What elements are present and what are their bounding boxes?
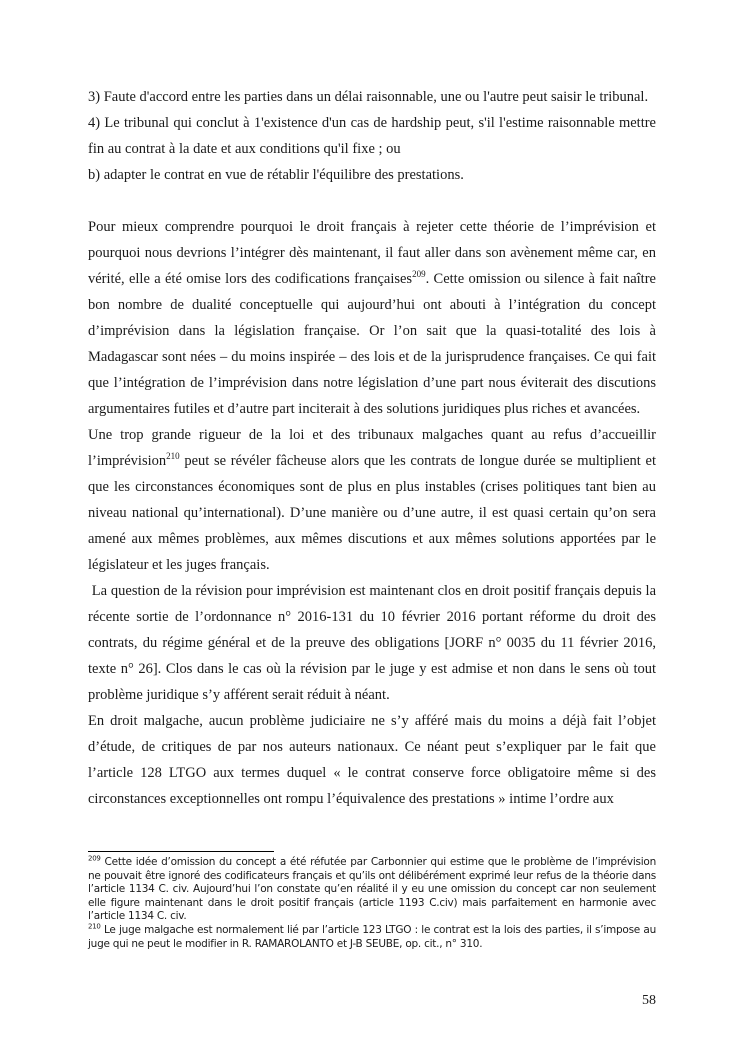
footnotes <box>88 856 656 951</box>
page-number: 58 <box>642 993 656 1008</box>
footnote-text: Cette idée d’omission du concept a été réfutée par Carbonnier qui estime que le problème de l’imprévision ne pouvait être ignoré des codificateurs français et qu’ils ont délibérément exprimé leur refus de la théorie dans l’article 1134 C. civ. Aujourd’hui l’on constate qu’en réalité il y eu une omission du concept car non seulement elle figure maintenant dans le droit positif français (article 1193 C.civ) mais parfaitement en harmonie avec l’article 1134 C. civ. <box>88 856 656 923</box>
paragraph-3: b) adapter le contrat en vue de rétablir l'équilibre des prestations. <box>88 167 464 183</box>
paragraph-5-part-2: peut se révéler fâcheuse alors que les contrats de longue durée se multiplient et que les circonstances économiques sont de plus en plus instables (crises politiques tant bien au niveau national qu’international). D’une manière ou d’une autre, il est quasi certain qu’on sera amené aux mêmes problèmes, aux mêmes discutions et aux mêmes solutions apportées par le législateur et les juges français. <box>88 453 656 573</box>
paragraph-6: La question de la révision pour imprévision est maintenant clos en droit positif français depuis la récente sortie de l’ordonnance n° 2016-131 du 10 février 2016 portant réforme du droit des contrats, du régime général et de la preuve des obligations [JORF n° 0035 du 11 février 2016, texte n° 26]. Clos dans le cas où la révision par le juge y est admise et non dans le sens où tout problème juridique s’y afférent serait réduit à néant. <box>88 583 660 703</box>
footnote-210 <box>88 924 656 951</box>
paragraph-2: 4) Le tribunal qui conclut à 1'existence d'un cas de hardship peut, s'il l'estime raisonnable mettre fin au contrat à la date et aux conditions qu'il fixe ; ou <box>88 115 656 157</box>
paragraph-7: En droit malgache, aucun problème judiciaire ne s’y afféré mais du moins a déjà fait l’objet d’étude, de critiques de par nos auteurs nationaux. Ce néant peut s’expliquer par le fait que l’article 128 LTGO aux termes duquel « le contrat conserve force obligatoire même si des circonstances exceptionnelles ont rompu l’équivalence des prestations » intime l’ordre aux <box>88 713 656 807</box>
paragraph-5 <box>88 422 656 578</box>
footnote-ref-210[interactable]: 210 <box>166 451 180 462</box>
paragraph-4 <box>88 214 656 422</box>
footnote-number: 210 <box>88 922 101 931</box>
paragraph-gap <box>88 188 656 214</box>
footnote-number: 209 <box>88 854 101 863</box>
paragraph-4-part-1: Pour mieux comprendre pourquoi le droit français à rejeter cette théorie de l’imprévision et pourquoi nous devrions l’intégrer dès maintenant, il faut aller dans son avènement même car, en vérité, elle a été omise lors des codifications françaises <box>88 219 656 287</box>
footnote-text: Le juge malgache est normalement lié par l’article 123 LTGO : le contrat est la lois des parties, il s’impose au juge qui ne peut le modifier in R. RAMAROLANTO et J-B SEUBE, op. cit., n° 310. <box>88 923 656 950</box>
footnote-separator <box>88 851 274 852</box>
footnote-ref-209[interactable]: 209 <box>412 269 426 280</box>
paragraph-5-part-1: Une trop grande rigueur de la loi et des tribunaux malgaches quant au refus d’accueillir l’imprévision <box>88 427 656 469</box>
paragraph-1: 3) Faute d'accord entre les parties dans un délai raisonnable, une ou l'autre peut saisir le tribunal. <box>88 89 649 105</box>
paragraph-4-part-2: . Cette omission ou silence à fait naître bon nombre de dualité conceptuelle qui aujourd’hui ont abouti à l’intégration du concept d’imprévision dans la législation française. Or l’on sait que la quasi-totalité des lois à Madagascar sont nées – du moins inspirée – des lois et de la jurisprudence françaises. Ce qui fait que l’intégration de l’imprévision dans notre législation d’une part nous éviterait des discutions argumentaires futiles et d’autre part inciterait à des solutions juridiques plus riches et avancées. <box>88 271 656 417</box>
footnote-209 <box>88 856 656 924</box>
main-text <box>88 84 660 812</box>
